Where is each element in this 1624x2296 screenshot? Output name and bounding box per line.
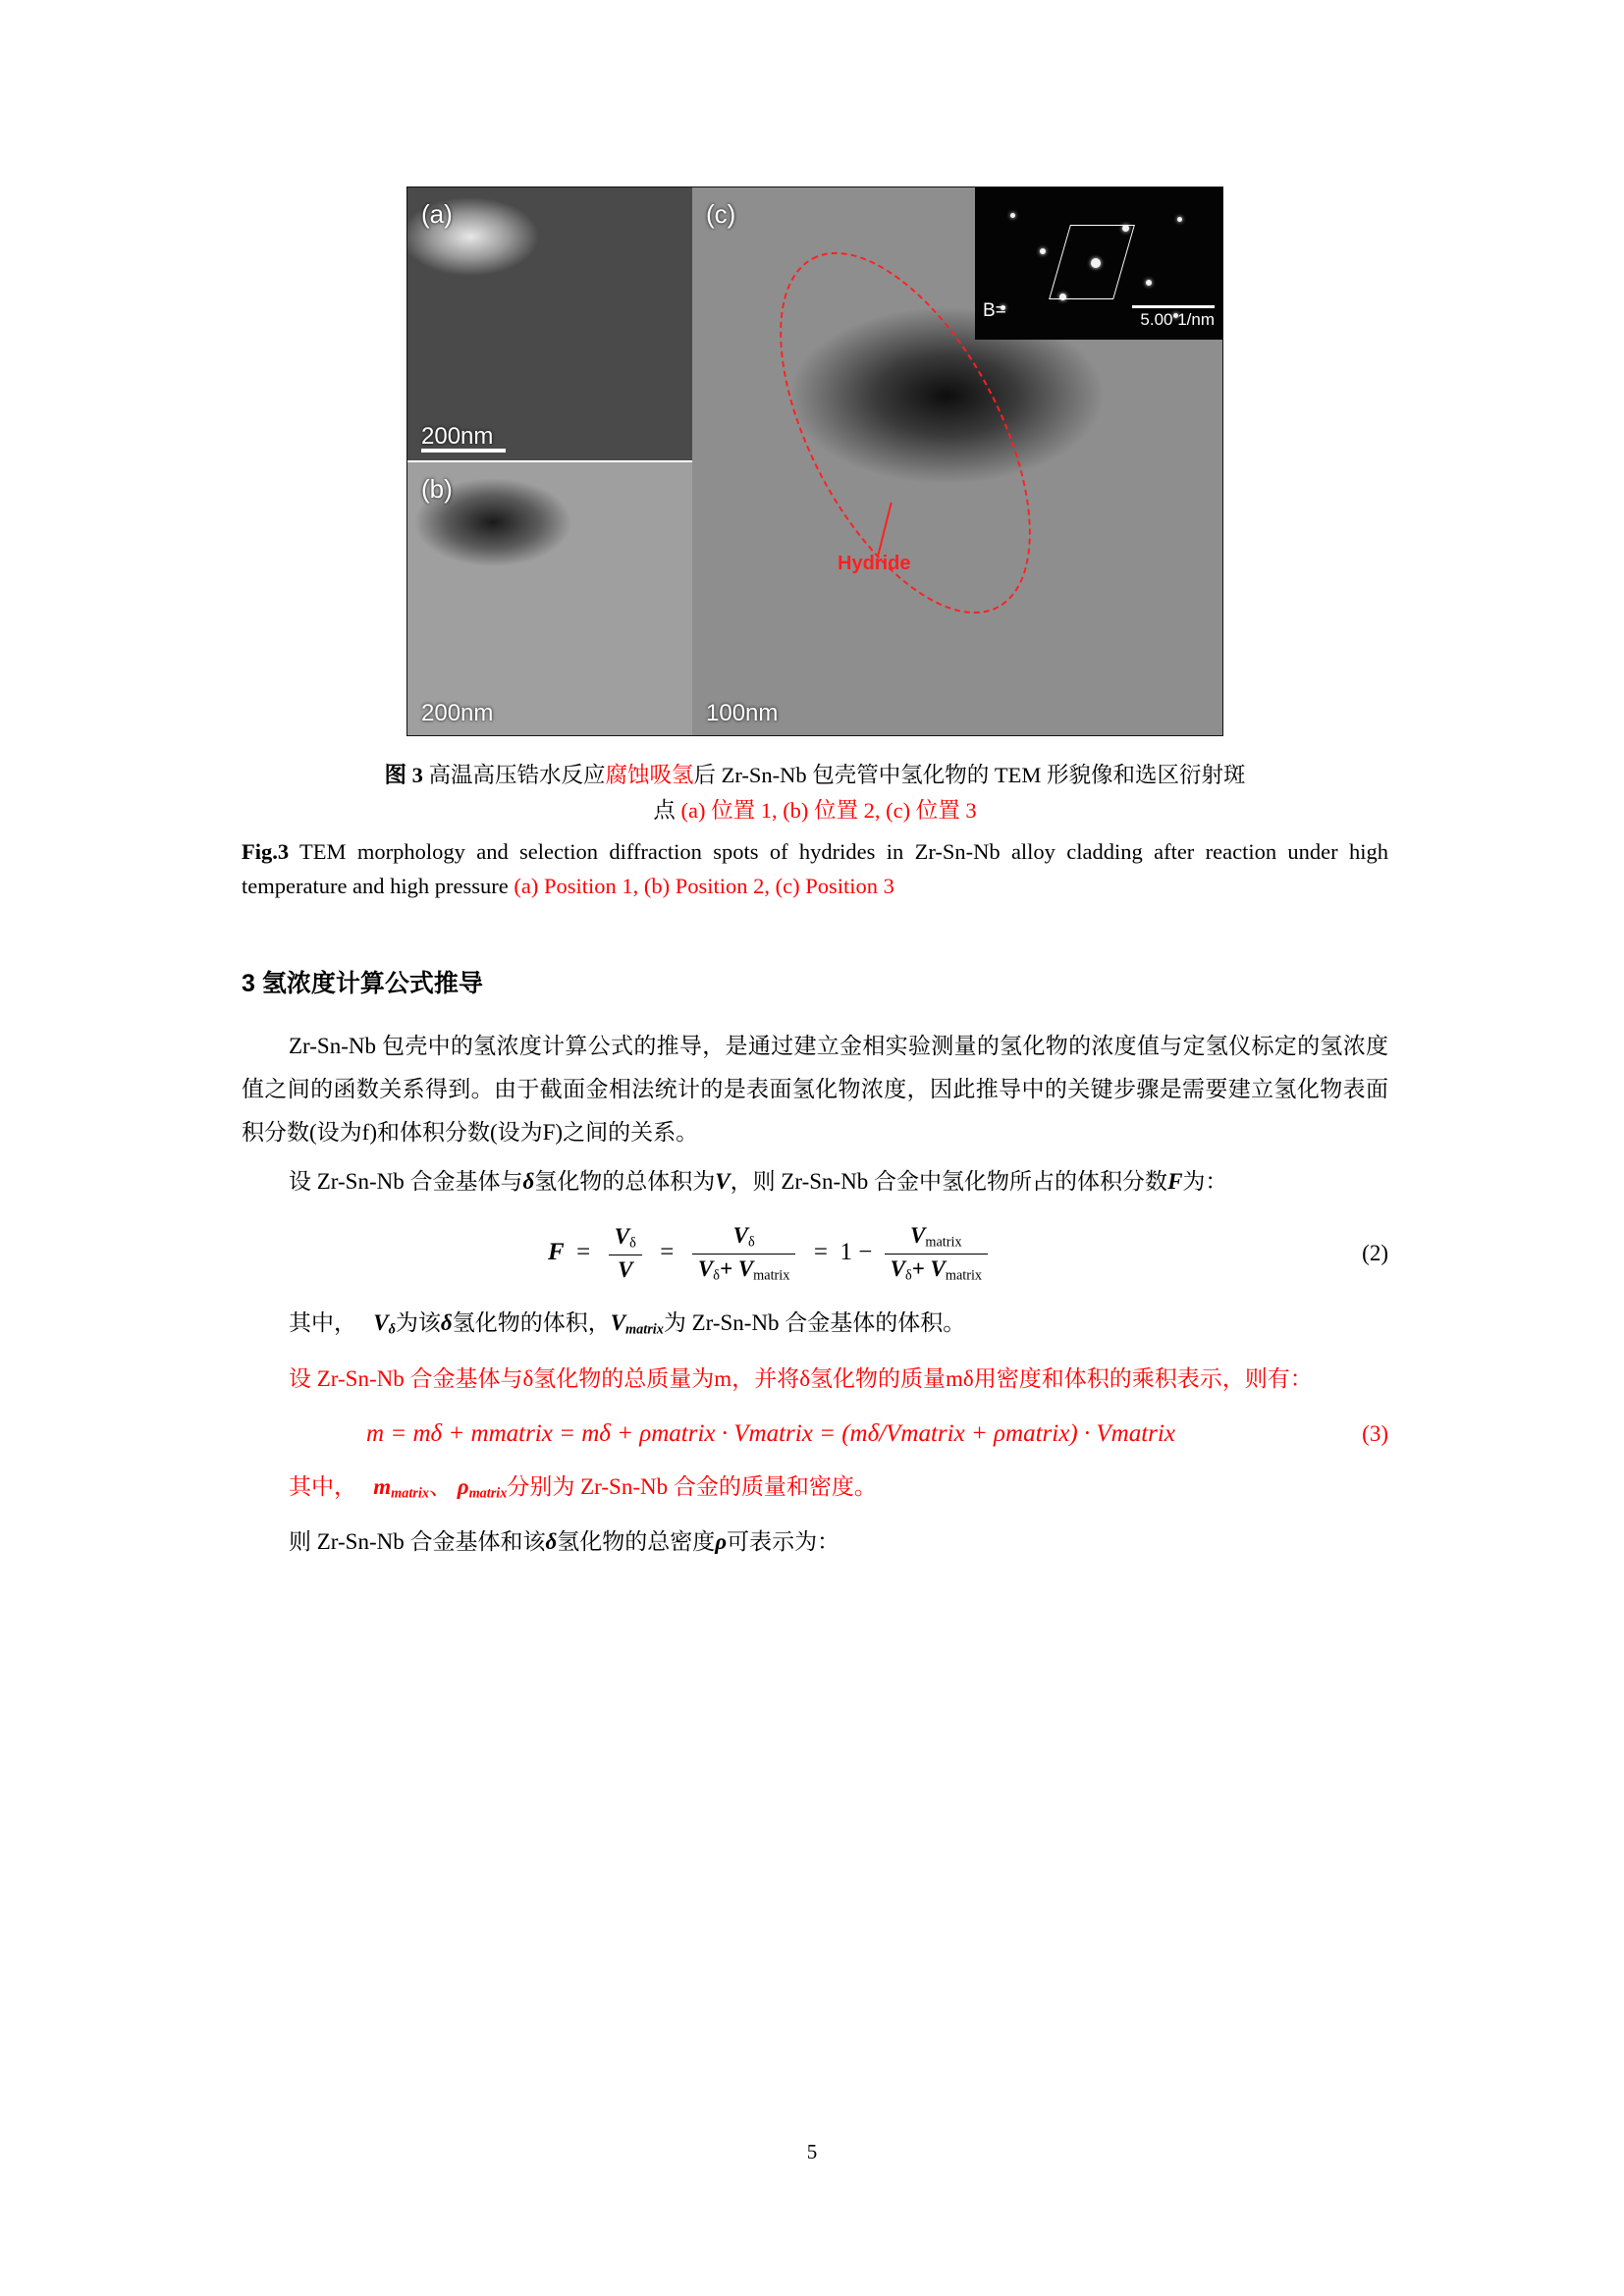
panel-b-label: (b) [421,474,453,504]
eq2-frac3-numerator [885,1223,988,1255]
caption-cn-text-c: 点 [653,798,681,823]
where3-symbol-m-sub: matrix [391,1485,429,1502]
eq2-equals-3: = [807,1238,835,1265]
where3-symbol-rho-sub: matrix [468,1485,508,1502]
where-delta: δ [440,1310,453,1336]
diffraction-spot [1146,280,1152,286]
eq2-lhs: F [547,1238,565,1265]
figure-3 [242,187,1388,736]
equation-2-body [242,1223,1300,1284]
paragraph-intro [242,1025,1388,1154]
caption-cn-number: 图 3 [384,763,429,787]
saed-scale-text: 5.00 1/nm [1140,310,1215,329]
where3-text-c: 分别为 Zr-Sn-Nb 合金的质量和密度。 [507,1473,877,1499]
p2-text-b: 氢化物的总体积为 [534,1169,716,1194]
eq2-frac2-den-a-sub: δ [713,1267,720,1284]
eq2-frac3-den-a: V [890,1255,905,1281]
equation-3-number: (3) [1362,1420,1388,1446]
eq2-frac1-denominator [609,1255,642,1283]
caption-cn-highlight: 腐蚀吸氢 [605,763,694,787]
saed-unit-cell-marker [1049,225,1135,299]
figure-caption-en [242,834,1388,903]
caption-en-positions: (a) Position 1, (b) Position 2, (c) Position 3 [514,874,894,898]
panel-b-scalebar [421,700,493,727]
eq2-equals-1: = [569,1238,597,1265]
p2-delta: δ [522,1169,535,1194]
where3-text-a: 其中， [289,1473,356,1499]
tem-panel-a [407,187,692,462]
where-symbol-V: V [373,1310,389,1336]
eq2-frac2-numerator [692,1223,795,1255]
panel-c-scalebar [706,700,778,727]
where-text-c: 氢化物的体积， [452,1310,611,1336]
last-text-a: 则 Zr-Sn-Nb 合金基体和该 [289,1529,546,1555]
where-text-d: 为 Zr-Sn-Nb 合金基体的体积。 [663,1310,966,1336]
caption-en-number: Fig.3 [242,839,290,864]
saed-scale-bar [1132,305,1215,308]
p2-symbol-V: V [715,1169,731,1194]
where3-text-b: 、 [428,1473,452,1499]
page-number: 5 [806,2140,818,2163]
caption-cn-text-a: 高温高压锆水反应 [428,763,606,787]
eq2-one-minus: 1 − [839,1238,873,1265]
caption-en-text: TEM morphology and selection diffraction spots of hydrides in Zr-Sn-Nb alloy cladding after reaction under high temperature and high pressure [242,839,1388,898]
equation-2-row [242,1223,1388,1284]
equation-3-row [242,1420,1388,1448]
paragraph-mass-red [242,1358,1388,1401]
eq2-frac1-num-sym: V [614,1224,630,1250]
panel-c-scale-text: 100nm [706,700,779,726]
eq2-frac1-num-sub: δ [629,1235,636,1252]
page-content [242,187,1388,1570]
last-text-b: 氢化物的总密度 [557,1529,716,1555]
paragraph-volume-fraction [242,1160,1388,1203]
where-symbol-V-sub: δ [388,1321,396,1338]
section-heading-3: 3 氢浓度计算公式推导 [242,970,483,997]
eq2-frac2-num-sub: δ [747,1234,755,1251]
eq2-equals-2: = [654,1238,680,1265]
eq2-frac2-num-sym: V [732,1223,748,1248]
eq2-fraction-1 [609,1224,642,1283]
last-symbol-rho: ρ [715,1529,728,1555]
eq2-frac2-den-b-sub: matrix [753,1267,790,1284]
eq2-fraction-2 [692,1223,795,1284]
saed-zone-axis-label: B= [983,300,1006,321]
paragraph-intro-text: Zr-Sn-Nb 包壳中的氢浓度计算公式的推导，是通过建立金相实验测量的氢化物的浓度值与定氢仪标定的氢浓度值之间的函数关系得到。由于截面金相法统计的是表面氢化物浓度，因此推导中的关键步骤是需要建立氢化物表面积分数(设为f)和体积分数(设为F)之间的关系。 [242,1034,1388,1145]
caption-cn-positions: (a) 位置 1, (b) 位置 2, (c) 位置 3 [680,798,977,823]
where-symbol-Vmatrix: V [610,1310,626,1336]
last-text-c: 可表示为： [727,1529,840,1555]
saed-scalebar [1132,305,1215,330]
caption-cn-text-b: 后 Zr-Sn-Nb 包壳管中氢化物的 TEM 形貌像和选区衍射斑 [693,763,1246,787]
eq2-frac1-den-sym: V [618,1256,633,1282]
eq2-frac2-den-b: + V [719,1255,754,1281]
eq2-frac2-denominator [692,1255,795,1285]
paragraph-eq2-where [242,1302,1388,1352]
equation-3-body [242,1420,1300,1448]
p2-text-d: 为： [1182,1169,1228,1194]
eq2-frac3-num-sub: matrix [925,1234,962,1251]
diffraction-spot [1010,213,1015,218]
eq2-frac3-den-b-sub: matrix [945,1267,983,1284]
tem-panel-b [407,462,692,735]
eq2-frac1-numerator [609,1224,642,1255]
panel-a-scale-text: 200nm [421,423,494,450]
panel-b-scale-text: 200nm [421,700,494,726]
paragraph-total-density [242,1521,1388,1564]
where-text-b: 为该 [395,1310,441,1336]
last-delta: δ [545,1529,558,1555]
where3-symbol-m: m [373,1473,392,1499]
where-text-a: 其中， [289,1310,356,1336]
panel-c-label: (c) [706,199,736,229]
eq2-frac3-den-a-sub: δ [904,1267,912,1284]
saed-inset [975,187,1222,340]
equation-2-number: (2) [1362,1241,1388,1266]
panel-a-scalebar [421,423,506,453]
where-symbol-Vmatrix-sub: matrix [625,1321,664,1338]
eq2-frac2-den-a: V [697,1255,714,1281]
hydride-annotation-label: Hydride [838,553,911,574]
figure-image-grid [406,187,1223,736]
panel-a-label: (a) [421,199,453,229]
diffraction-spot [1177,217,1182,222]
tem-panel-c [692,187,1222,735]
equation-3-text: m = mδ + mmatrix = mδ + ρmatrix · Vmatrix = (mδ/Vmatrix + ρmatrix) · Vmatrix [366,1419,1175,1447]
p2-text-a: 设 Zr-Sn-Nb 合金基体与 [289,1169,523,1194]
paragraph-eq3-where [242,1466,1388,1516]
figure-caption-cn [242,758,1388,828]
diffraction-spot [1040,248,1046,254]
figure-left-column [407,187,692,735]
eq2-frac3-denominator [885,1255,988,1285]
eq2-frac3-den-b: + V [911,1255,946,1281]
p2-text-c: ，则 Zr-Sn-Nb 合金中氢化物所占的体积分数 [730,1169,1168,1194]
paragraph-mass-red-text: 设 Zr-Sn-Nb 合金基体与δ氢化物的总质量为m，并将δ氢化物的质量mδ用密度和体积的乘积表示，则有： [289,1365,1313,1391]
eq2-fraction-3 [885,1223,988,1284]
p2-symbol-F: F [1167,1169,1183,1194]
where3-symbol-rho: ρ [457,1473,469,1499]
eq2-frac3-num-sym: V [910,1223,926,1248]
